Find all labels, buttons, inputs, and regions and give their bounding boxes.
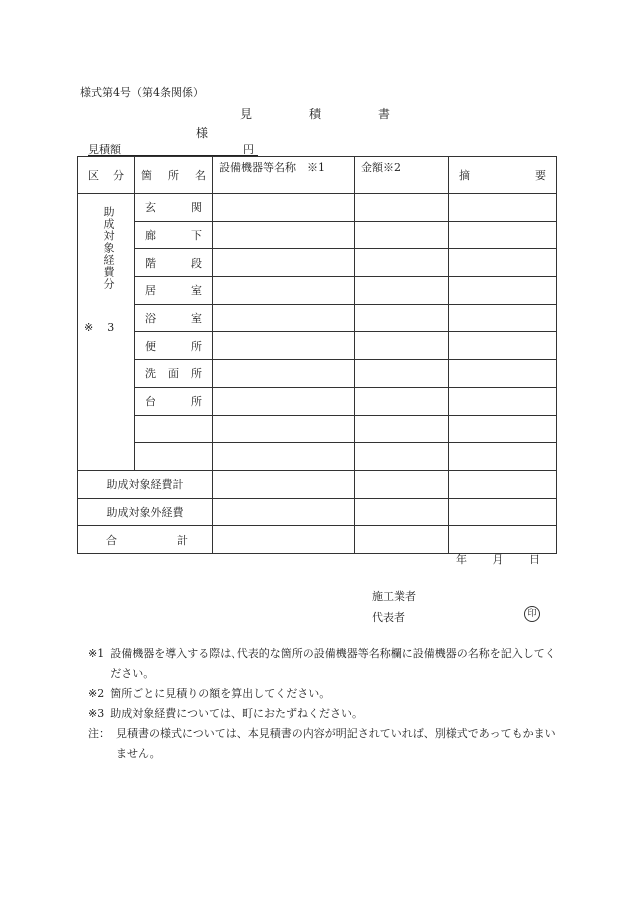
grand-total-label: 合 計	[78, 526, 213, 554]
note-item: 注： 見積書の様式については、本見積書の内容が明記されていれば、別様式であってもかまいません。	[88, 727, 556, 760]
subsidy-total-row	[78, 470, 557, 498]
remarks-input-cell[interactable]	[449, 360, 557, 388]
table-row	[78, 332, 557, 360]
equipment-input-cell[interactable]	[213, 470, 355, 498]
equipment-input-cell[interactable]	[213, 277, 355, 305]
amount-input-cell[interactable]	[355, 277, 449, 305]
amount-input-cell[interactable]	[355, 526, 449, 554]
remarks-input-cell[interactable]	[449, 277, 557, 305]
subsidy-total-label: 助成対象経費計	[78, 470, 213, 498]
location-cell: 洗 面 所	[135, 360, 213, 388]
form-number: 様式第4号（第4条関係）	[80, 86, 204, 99]
remarks-input-cell[interactable]	[449, 415, 557, 443]
table-row	[78, 360, 557, 388]
remarks-input-cell[interactable]	[449, 387, 557, 415]
header-remarks: 摘 要	[449, 157, 557, 194]
table-row	[78, 249, 557, 277]
month-label: 月	[492, 553, 504, 566]
amount-input-cell[interactable]	[355, 470, 449, 498]
header-amount: 金額※2	[355, 157, 449, 194]
non-subsidy-row	[78, 498, 557, 526]
location-cell: 居 室	[135, 277, 213, 305]
notes-section	[88, 644, 558, 764]
table-header-row	[78, 157, 557, 194]
location-cell: 廊 下	[135, 221, 213, 249]
contractor-label: 施工業者	[372, 590, 416, 603]
estimate-amount-field[interactable]	[88, 141, 258, 156]
amount-input-cell[interactable]	[355, 194, 449, 222]
header-location: 箇 所 名	[135, 157, 213, 194]
table-row	[78, 194, 557, 222]
table-row	[78, 221, 557, 249]
equipment-input-cell[interactable]	[213, 194, 355, 222]
equipment-input-cell[interactable]	[213, 221, 355, 249]
remarks-input-cell[interactable]	[449, 249, 557, 277]
title-char: 見	[240, 107, 253, 121]
location-cell: 便 所	[135, 332, 213, 360]
equipment-input-cell[interactable]	[213, 360, 355, 388]
amount-input-cell[interactable]	[355, 443, 449, 471]
addressee-suffix: 様	[196, 126, 209, 140]
amount-input-cell[interactable]	[355, 221, 449, 249]
document-title	[240, 105, 390, 122]
remarks-input-cell[interactable]	[449, 304, 557, 332]
header-equipment-name: 設備機器等名称 ※1	[213, 157, 355, 194]
title-char: 書	[377, 107, 390, 121]
amount-input-cell[interactable]	[355, 415, 449, 443]
day-label: 日	[529, 553, 540, 566]
note-item: ※1 設備機器を導入する際は､代表的な箇所の設備機器等名称欄に設備機器の名称を記入してください。	[88, 647, 556, 680]
category-label: 助成対象経費分	[102, 206, 115, 290]
yen-unit: 円	[243, 143, 254, 156]
table-row	[78, 387, 557, 415]
non-subsidy-label: 助成対象外経費	[78, 498, 213, 526]
table-row	[78, 443, 557, 471]
amount-input-cell[interactable]	[355, 360, 449, 388]
remarks-input-cell[interactable]	[449, 526, 557, 554]
date-field[interactable]	[456, 551, 540, 567]
location-cell: 玄 関	[135, 194, 213, 222]
amount-input-cell[interactable]	[355, 498, 449, 526]
amount-input-cell[interactable]	[355, 332, 449, 360]
table-row	[78, 277, 557, 305]
amount-input-cell[interactable]	[355, 249, 449, 277]
remarks-input-cell[interactable]	[449, 498, 557, 526]
header-category: 区 分	[78, 157, 135, 194]
location-cell: 浴 室	[135, 304, 213, 332]
note-item: ※2 箇所ごとに見積りの額を算出してください。	[88, 687, 331, 700]
table-row	[78, 304, 557, 332]
location-cell: 階 段	[135, 249, 213, 277]
location-input-cell[interactable]	[135, 415, 213, 443]
remarks-input-cell[interactable]	[449, 470, 557, 498]
estimate-amount-label: 見積額	[88, 143, 121, 156]
equipment-input-cell[interactable]	[213, 304, 355, 332]
table-row	[78, 415, 557, 443]
estimate-table	[77, 156, 557, 554]
equipment-input-cell[interactable]	[213, 443, 355, 471]
note-item: ※3 助成対象経費については、町におたずねください。	[88, 707, 363, 720]
amount-input-cell[interactable]	[355, 387, 449, 415]
category-note: ※ 3	[84, 321, 115, 334]
representative-label: 代表者	[372, 611, 405, 624]
equipment-input-cell[interactable]	[213, 526, 355, 554]
equipment-input-cell[interactable]	[213, 498, 355, 526]
location-input-cell[interactable]	[135, 443, 213, 471]
title-char: 積	[308, 107, 321, 121]
remarks-input-cell[interactable]	[449, 443, 557, 471]
equipment-input-cell[interactable]	[213, 387, 355, 415]
remarks-input-cell[interactable]	[449, 194, 557, 222]
seal-icon: 印	[524, 606, 540, 622]
grand-total-row	[78, 526, 557, 554]
remarks-input-cell[interactable]	[449, 221, 557, 249]
amount-input-cell[interactable]	[355, 304, 449, 332]
equipment-input-cell[interactable]	[213, 249, 355, 277]
location-cell: 台 所	[135, 387, 213, 415]
equipment-input-cell[interactable]	[213, 415, 355, 443]
category-subsidy-cell	[78, 194, 135, 471]
year-label: 年	[456, 553, 467, 566]
remarks-input-cell[interactable]	[449, 332, 557, 360]
equipment-input-cell[interactable]	[213, 332, 355, 360]
